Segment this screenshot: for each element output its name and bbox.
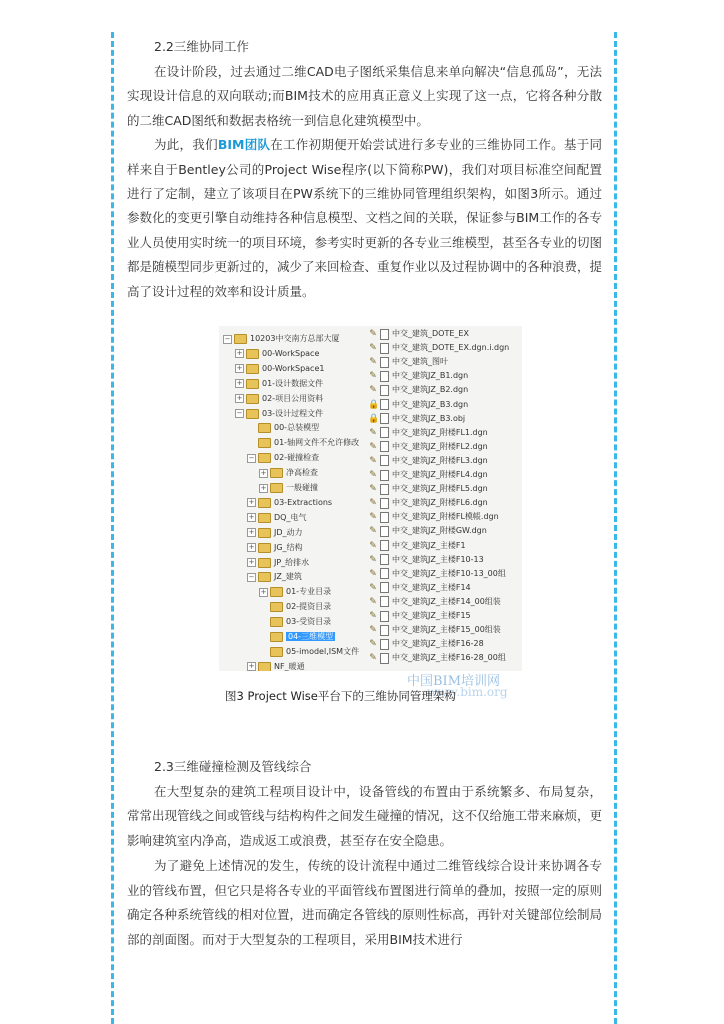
document-icon — [380, 399, 389, 410]
pencil-icon: ✎ — [369, 371, 377, 382]
folder-icon — [246, 349, 259, 359]
tree-item-label: 01-专业目录 — [286, 587, 332, 597]
tree-item[interactable] — [247, 556, 309, 570]
pencil-icon: ✎ — [369, 484, 377, 495]
file-row[interactable] — [368, 637, 484, 651]
collapse-icon[interactable]: − — [236, 409, 243, 418]
pencil-icon: ✎ — [369, 611, 377, 622]
folder-icon — [258, 498, 271, 508]
document-icon — [380, 639, 389, 650]
file-name: 中交_建筑JZ_B3.dgn — [392, 399, 469, 409]
file-row[interactable] — [368, 524, 487, 538]
pencil-icon: ✎ — [369, 343, 377, 354]
tree-item-label: JP_给排水 — [274, 557, 310, 567]
collapse-icon[interactable]: − — [248, 453, 255, 462]
document-icon — [380, 526, 389, 537]
document-icon — [380, 455, 389, 466]
pencil-icon: ✎ — [369, 498, 377, 509]
tree-item[interactable] — [247, 570, 302, 584]
folder-icon — [270, 587, 283, 597]
pencil-icon: ✎ — [369, 625, 377, 636]
tree-item[interactable] — [247, 421, 319, 435]
left-border-decoration — [111, 32, 114, 1024]
tree-item-label: 01-设计数据文件 — [262, 378, 324, 388]
pencil-icon: ✎ — [369, 596, 377, 607]
file-row[interactable] — [368, 567, 506, 581]
watermark-text: 中国BIM培训网 — [407, 674, 500, 690]
folder-icon — [246, 394, 259, 404]
tree-item[interactable] — [223, 332, 339, 346]
folder-icon — [258, 528, 271, 538]
tree-item[interactable] — [235, 347, 319, 361]
file-row[interactable] — [368, 553, 484, 567]
document-icon — [380, 385, 389, 396]
pencil-icon: ✎ — [369, 568, 377, 579]
expand-icon[interactable]: + — [236, 379, 243, 388]
projectwise-screenshot — [219, 326, 522, 671]
file-name: 中交_建筑JZ_B2.dgn — [392, 385, 469, 395]
file-row[interactable] — [368, 510, 499, 524]
folder-icon — [258, 438, 271, 448]
tree-item-label: 01-轴网文件不允许修改 — [274, 438, 360, 448]
folder-icon — [246, 409, 259, 419]
tree-item[interactable] — [247, 436, 359, 450]
tree-item[interactable] — [247, 660, 305, 671]
document-icon — [380, 413, 389, 424]
folder-icon — [270, 617, 283, 627]
file-name: 中交_建筑_图叶 — [392, 357, 448, 367]
expand-icon[interactable]: + — [260, 483, 267, 492]
folder-icon — [270, 468, 283, 478]
pencil-icon: ✎ — [369, 653, 377, 664]
document-icon — [380, 371, 389, 382]
file-name: 中交_建筑_DOTE_EX — [392, 329, 469, 339]
tree-item[interactable] — [247, 496, 332, 510]
right-border-decoration — [614, 32, 617, 1024]
file-name: 中交_建筑JZ_主楼F14 — [392, 582, 471, 592]
file-row[interactable] — [368, 651, 506, 665]
tree-item-label: NF_暖通 — [274, 661, 305, 671]
folder-icon — [258, 543, 271, 553]
tree-item-label: 一般碰撞 — [286, 483, 318, 493]
paragraph-text: 为此，我们 — [154, 137, 218, 153]
expand-icon[interactable]: + — [236, 394, 243, 403]
tree-item[interactable] — [259, 615, 331, 629]
paragraph-2-3-1: 在大型复杂的建筑工程项目设计中，设备管线的布置由于系统繁多、布局复杂，常常出现管线之间或管线与结构构件之间发生碰撞的情况，这不仅给施工带来麻烦，更影响建筑室内净高，造成返工或浪费，甚至存在安全隐患。 — [127, 784, 603, 848]
file-name: 中交_建筑JZ_主楼F1 — [392, 540, 466, 550]
folder-icon — [258, 558, 271, 568]
file-row[interactable] — [368, 454, 488, 468]
document-icon — [380, 611, 389, 622]
bim-team-link[interactable]: BIM团队 — [217, 137, 271, 153]
folder-icon — [258, 513, 271, 523]
file-row[interactable] — [368, 341, 509, 355]
file-row[interactable] — [368, 383, 468, 397]
tree-item-label: 02-碰撞检查 — [274, 453, 320, 463]
tree-item-label: 04-三维模型 — [288, 632, 334, 642]
tree-item[interactable] — [247, 451, 319, 465]
tree-item[interactable] — [247, 526, 303, 540]
tree-item[interactable] — [259, 600, 331, 614]
file-name: 中交_建筑JZ_主楼F10-13_00组 — [392, 568, 506, 578]
document-icon — [380, 484, 389, 495]
expand-icon[interactable]: + — [236, 364, 243, 373]
tree-item-label: JG_结构 — [274, 542, 303, 552]
tree-item-label: 03-受资目录 — [286, 617, 332, 627]
file-name: 中交_建筑JZ_附楼FL2.dgn — [392, 441, 488, 451]
section-heading-2-3: 2.3三维碰撞检测及管线综合 — [154, 759, 312, 775]
paragraph-2-2-2 — [127, 133, 602, 304]
collapse-icon[interactable]: − — [248, 572, 255, 581]
file-row[interactable] — [368, 482, 488, 496]
expand-icon[interactable]: + — [248, 662, 255, 671]
pencil-icon: ✎ — [369, 554, 377, 565]
file-name: 中交_建筑JZ_附楼GW.dgn — [392, 526, 487, 536]
paragraph-text: 在工作初期便开始尝试进行多专业的三维协同工作。基于同样来自于Bentley公司的Project Wise程序(以下简称PW)，我们对项目标准空间配置进行了定制，建立了该项目在PW系统下的三维协同管理组织架构，如图3所示。通过参数化的变更引擎自动维持各种信息模型、文档之间的关联，保证参与BIM工作的各专业人员使用实时统一的项目环境，参考实时更新的各专业三维模型，甚至各专业的切图都是随模型同步更新过的，减少了来回检查、重复作业以及过程协调中的各种浪费，提高了设计过程的效率和设计质量。 — [127, 137, 603, 299]
expand-icon[interactable]: + — [248, 513, 255, 522]
tree-item[interactable] — [235, 392, 323, 406]
file-row[interactable] — [368, 609, 471, 623]
file-name: 中交_建筑JZ_附楼FL模帳.dgn — [392, 512, 499, 522]
file-row[interactable] — [368, 355, 448, 369]
document-icon — [380, 596, 389, 607]
tree-item[interactable] — [235, 362, 324, 376]
article-body — [127, 36, 602, 952]
figure-caption: 图3 Project Wise平台下的三维协同管理架构 — [225, 689, 456, 704]
folder-icon — [258, 572, 271, 582]
file-name: 中交_建筑JZ_附楼FL6.dgn — [392, 498, 488, 508]
folder-icon — [234, 334, 247, 344]
file-name: 中交_建筑JZ_附楼FL5.dgn — [392, 484, 488, 494]
document-icon — [380, 441, 389, 452]
file-name: 中交_建筑JZ_附楼FL1.dgn — [392, 427, 488, 437]
folder-tree — [219, 326, 379, 671]
tree-item-label: 03-设计过程文件 — [262, 408, 324, 418]
document-icon — [380, 329, 389, 340]
folder-icon — [246, 364, 259, 374]
file-row[interactable] — [368, 369, 468, 383]
pencil-icon: ✎ — [369, 582, 377, 593]
document-icon — [380, 540, 389, 551]
document-icon — [380, 653, 389, 664]
lock-icon: 🔒 — [368, 399, 380, 410]
pencil-icon: ✎ — [369, 385, 377, 396]
pencil-icon: ✎ — [369, 427, 377, 438]
expand-icon[interactable]: + — [248, 498, 255, 507]
file-row[interactable] — [368, 595, 501, 609]
file-name: 中交_建筑JZ_B1.dgn — [392, 371, 469, 381]
file-row[interactable] — [368, 398, 468, 412]
expand-icon[interactable]: + — [260, 468, 267, 477]
document-icon — [380, 512, 389, 523]
pencil-icon: ✎ — [369, 455, 377, 466]
pencil-icon: ✎ — [369, 526, 377, 537]
tree-item[interactable] — [259, 630, 335, 644]
file-list — [366, 326, 522, 671]
tree-item-label: 03-Extractions — [274, 497, 333, 507]
expand-icon[interactable]: + — [236, 349, 243, 358]
expand-icon[interactable]: + — [260, 587, 267, 596]
file-name: 中交_建筑JZ_主楼F16-28 — [392, 639, 484, 649]
tree-item-label: 00-总装模型 — [274, 423, 320, 433]
tree-item[interactable] — [235, 407, 323, 421]
document-icon — [380, 554, 389, 565]
tree-item[interactable] — [259, 466, 318, 480]
pencil-icon: ✎ — [369, 540, 377, 551]
tree-item-label: 02-提资目录 — [286, 602, 332, 612]
folder-icon — [258, 662, 271, 671]
pencil-icon: ✎ — [369, 512, 377, 523]
document-icon — [380, 625, 389, 636]
file-name: 中交_建筑JZ_附楼FL4.dgn — [392, 470, 488, 480]
pencil-icon: ✎ — [369, 470, 377, 481]
lock-icon: 🔒 — [368, 413, 380, 424]
folder-icon — [258, 453, 271, 463]
file-row[interactable] — [368, 426, 488, 440]
tree-item-label: 10203中交南方总部大厦 — [250, 334, 340, 344]
figure-3 — [127, 326, 602, 756]
tree-item-label: 00-WorkSpace — [262, 348, 320, 358]
expand-icon[interactable]: + — [248, 543, 255, 552]
tree-item[interactable] — [247, 541, 303, 555]
paragraph-2-3-2: 为了避免上述情况的发生，传统的设计流程中通过二维管线综合设计来协调各专业的管线布置，但它只是将各专业的平面管线布置图进行简单的叠加，按照一定的原则确定各种系统管线的相对位置，进而确定各管线的原则性标高，再针对关键部位绘制局部的剖面图。而对于大型复杂的工程项目，采用BIM技术进行 — [127, 858, 603, 947]
file-row[interactable] — [368, 581, 471, 595]
tree-item[interactable] — [259, 481, 318, 495]
tree-item-label: 净高检查 — [286, 468, 318, 478]
file-name: 中交_建筑JZ_主楼F16-28_00组 — [392, 653, 506, 663]
tree-item-label: DQ_电气 — [274, 512, 307, 522]
file-name: 中交_建筑JZ_主楼F14_00组装 — [392, 596, 501, 606]
file-row[interactable] — [368, 412, 465, 426]
file-name: 中交_建筑JZ_B3.obj — [392, 413, 466, 423]
file-name: 中交_建筑_DOTE_EX.dgn.i.dgn — [392, 343, 510, 353]
file-row[interactable] — [368, 623, 501, 637]
document-icon — [380, 357, 389, 368]
file-row[interactable] — [368, 327, 469, 341]
tree-item[interactable] — [259, 585, 331, 599]
folder-icon — [270, 483, 283, 493]
document-icon — [380, 427, 389, 438]
tree-item-label: 05-imodel,ISM文件 — [286, 646, 360, 656]
pencil-icon: ✎ — [369, 357, 377, 368]
tree-item[interactable] — [259, 645, 359, 659]
file-row[interactable] — [368, 496, 488, 510]
document-icon — [380, 568, 389, 579]
tree-item-label: 00-WorkSpace1 — [262, 363, 325, 373]
pencil-icon: ✎ — [369, 441, 377, 452]
folder-icon — [246, 379, 259, 389]
tree-item[interactable] — [247, 511, 306, 525]
section-2-3 — [127, 756, 602, 952]
tree-item-label: JD_动力 — [274, 527, 303, 537]
document-icon — [380, 582, 389, 593]
file-name: 中交_建筑JZ_主楼F15 — [392, 611, 471, 621]
document-icon — [380, 343, 389, 354]
folder-icon — [258, 423, 271, 433]
paragraph-2-2-1: 在设计阶段，过去通过二维CAD电子图纸采集信息来单向解决“信息孤岛”，无法实现设计信息的双向联动;而BIM技术的应用真正意义上实现了这一点，它将各种分散的二维CAD图纸和数据表格统一到信息化建筑模型中。 — [127, 64, 602, 128]
pencil-icon: ✎ — [369, 329, 377, 340]
folder-icon — [270, 647, 283, 657]
file-row[interactable] — [368, 539, 466, 553]
section-heading-2-2: 2.2三维协同工作 — [154, 39, 249, 54]
pencil-icon: ✎ — [369, 639, 377, 650]
tree-item-label: JZ_建筑 — [274, 572, 302, 582]
document-icon — [380, 470, 389, 481]
folder-icon — [270, 602, 283, 612]
expand-icon[interactable]: + — [248, 528, 255, 537]
file-name: 中交_建筑JZ_主楼F10-13 — [392, 554, 484, 564]
file-name: 中交_建筑JZ_附楼FL3.dgn — [392, 455, 488, 465]
file-row[interactable] — [368, 468, 488, 482]
tree-item-label: 02-项目公用资料 — [262, 393, 324, 403]
expand-icon[interactable]: + — [248, 558, 255, 567]
collapse-icon[interactable]: − — [224, 334, 231, 343]
file-name: 中交_建筑JZ_主楼F15_00组装 — [392, 625, 501, 635]
watermark-url: www.bim.org — [427, 685, 508, 700]
folder-icon — [270, 632, 283, 642]
document-icon — [380, 498, 389, 509]
file-row[interactable] — [368, 440, 488, 454]
tree-item[interactable] — [235, 377, 323, 391]
